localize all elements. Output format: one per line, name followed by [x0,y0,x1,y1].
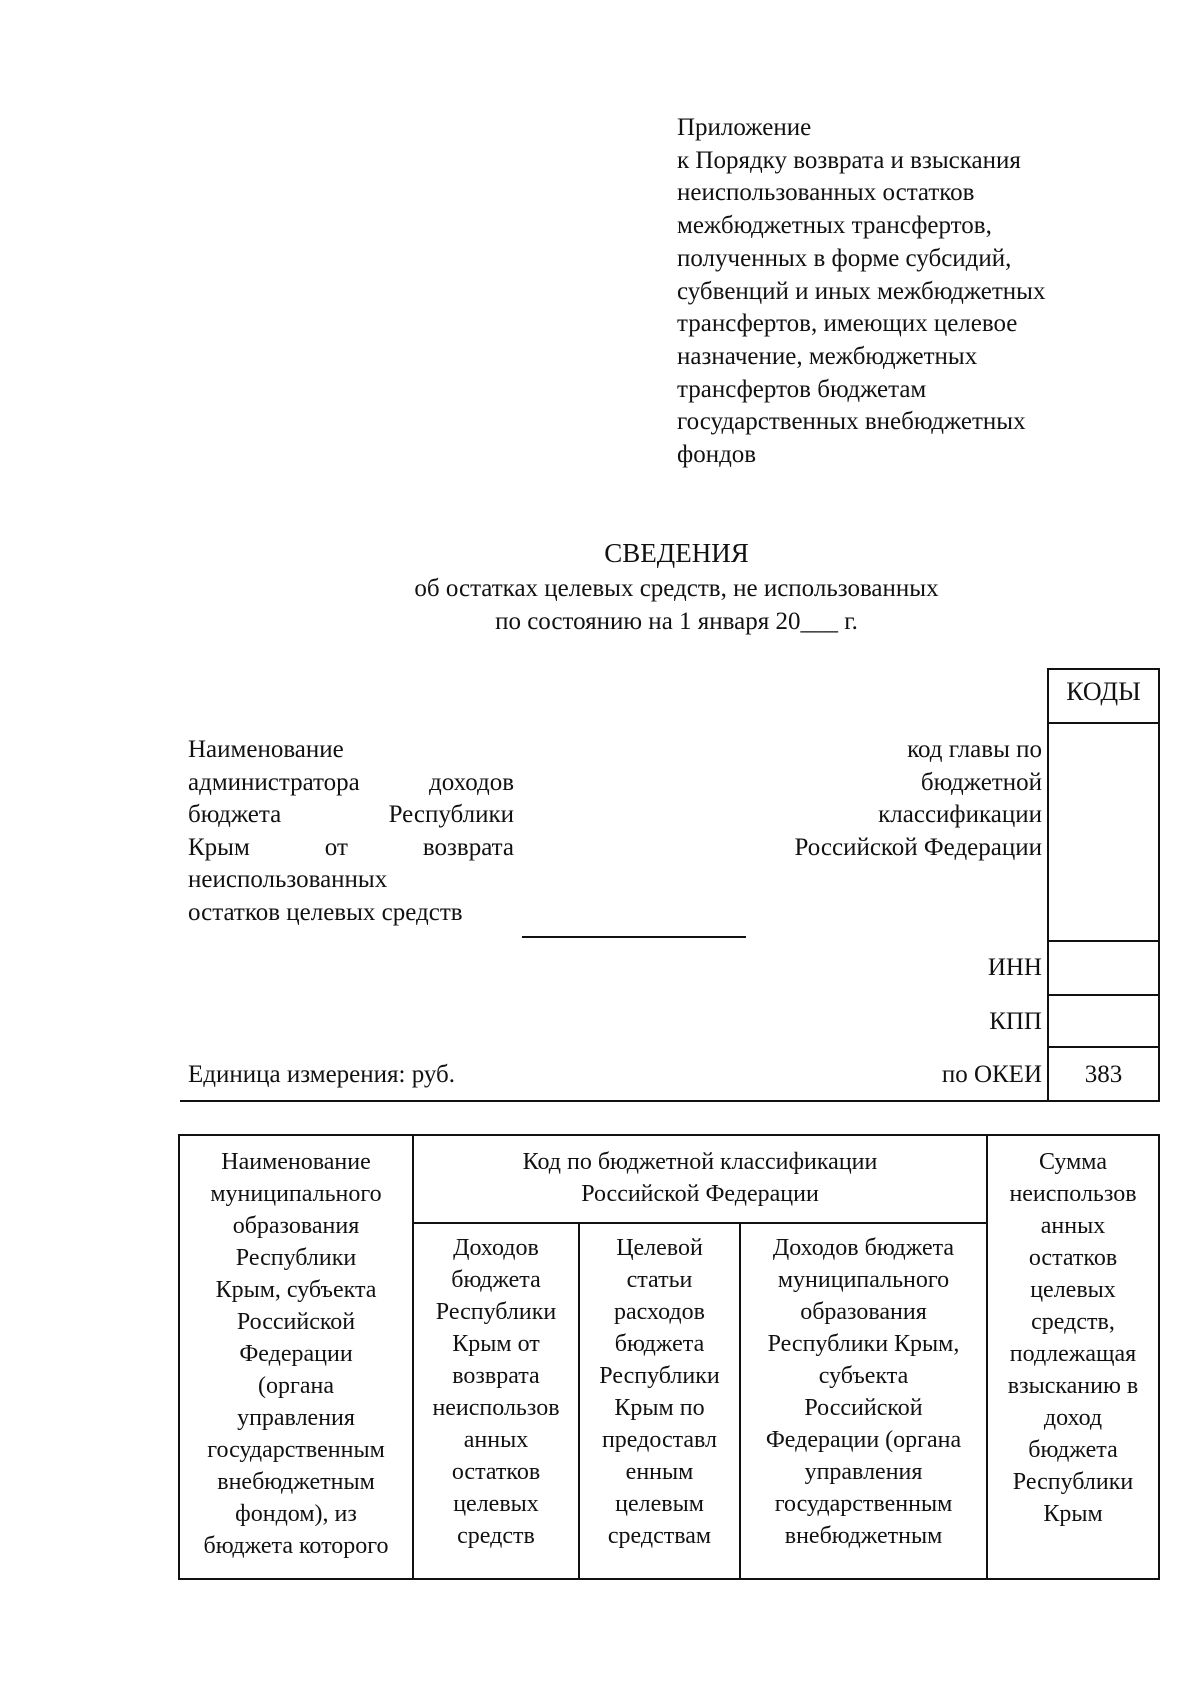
unit-label: Единица измерения: руб. [188,1061,456,1088]
header-line: статьи [626,1267,693,1293]
admin-word: доходов [429,768,514,796]
appendix-line: субвенций и иных межбюджетных [677,277,1046,305]
header-line: Федерации [239,1341,353,1367]
header-line: Республики [235,1245,357,1271]
admin-word: бюджета [188,801,282,828]
admin-row [188,734,514,767]
admin-row [188,767,514,800]
kpp-label: КПП [989,1008,1042,1035]
header-line: внебюджетным [217,1469,375,1495]
header-line: предоставл [601,1427,718,1453]
header-line: образования [800,1299,927,1325]
header-line: внебюджетным [784,1523,943,1549]
header-line: Доходов бюджета [772,1235,955,1261]
header-line: Крым [1043,1501,1103,1527]
header-line: управления [237,1405,355,1431]
inn-label: ИНН [987,954,1042,981]
header-line: целевых [1030,1277,1116,1303]
header-line: Российской [236,1309,356,1335]
header-line: целевых [453,1491,539,1517]
admin-row [188,897,514,930]
header-line: Российской [804,1395,923,1421]
admin-word: возврата [422,833,514,861]
column-header-republic-income [414,1232,578,1552]
header-line: бюджета которого [203,1533,389,1559]
appendix-line: межбюджетных трансфертов, [677,212,992,240]
header-line: доход [1043,1405,1103,1431]
header-line: бюджета [1028,1437,1118,1463]
document-subtitle: об остатках целевых средств, не использованных [414,575,939,602]
header-line: анных [463,1427,529,1453]
appendix-line: государственных внебюджетных [677,408,1026,436]
header-line: образования [232,1213,360,1239]
header-line: Доходов [453,1235,539,1261]
header-line: расходов [614,1299,705,1325]
appendix-line: назначение, межбюджетных [677,342,978,370]
header-line: Республики [1012,1469,1134,1495]
header-line: Целевой [616,1235,703,1261]
appendix-line: полученных в форме субсидий, [677,244,1012,272]
admin-word: неиспользованных [188,866,388,893]
header-line: государственным [774,1491,953,1517]
admin-word: Крым [188,833,250,861]
admin-word: остатков целевых средств [188,898,463,926]
admin-word: Наименование [188,736,344,763]
column-header-municipality [180,1146,412,1562]
column-header-amount [988,1146,1158,1530]
header-line: бюджета [614,1331,705,1357]
appendix-line: к Порядку возврата и взыскания [677,146,1021,174]
header-line: Крым по [614,1395,705,1421]
header-line: взысканию в [1007,1373,1139,1399]
appendix-line: трансфертов, имеющих целевое [677,310,1018,338]
header-line: неиспользов [1009,1181,1137,1207]
header-line: Республики Крым, [767,1331,960,1357]
header-line: муниципального [210,1181,382,1207]
header-line: неиспользов [432,1395,560,1421]
header-line: остатков [1028,1245,1118,1271]
header-line: Республики [599,1363,720,1389]
header-line: (органа [258,1373,334,1399]
header-line: Наименование [221,1149,371,1175]
okei-label: по ОКЕИ [941,1061,1042,1088]
header-line: Сумма [1039,1149,1107,1175]
admin-row [188,799,514,832]
admin-row [188,832,514,865]
header-line: целевым [615,1491,704,1517]
chapter-code-line: бюджетной [920,768,1042,796]
header-line: возврата [452,1363,540,1389]
appendix-line: Приложение [677,114,812,141]
header-line: Республики [435,1299,557,1325]
header-line: анных [1040,1213,1106,1239]
header-line: средств [457,1523,535,1549]
column-group-header-classification [414,1146,986,1210]
codes-header: КОДЫ [1066,677,1141,706]
header-line: Федерации (органа [765,1427,962,1453]
header-line: остатков [451,1459,541,1485]
appendix-line: фондов [677,441,757,469]
header-line: фондом), из [235,1501,357,1527]
document-title: СВЕДЕНИЯ [604,538,749,568]
admin-word: администратора [188,768,360,796]
header-line: бюджета [451,1267,541,1293]
header-line: Крым от [452,1331,540,1357]
chapter-code-line: Российской Федерации [794,833,1042,861]
appendix-line: трансфертов бюджетам [677,375,927,403]
appendix-line: неиспользованных остатков [677,179,975,207]
header-line: енным [625,1459,694,1485]
column-header-municipal-income [741,1232,986,1552]
header-line: муниципального [777,1267,950,1293]
appendix-block [677,112,1045,472]
header-line: Российской Федерации [581,1181,819,1207]
header-line: государственным [207,1437,385,1463]
header-line: средствам [607,1523,712,1549]
chapter-code-label [700,734,1042,864]
header-line: управления [804,1459,923,1485]
header-separator [180,1100,1160,1102]
header-line: Крым, субъекта [215,1277,377,1303]
column-header-target-item [580,1232,739,1552]
header-line: подлежащая [1009,1341,1137,1367]
admin-word: от [324,833,348,861]
chapter-code-line: классификации [878,801,1042,828]
chapter-code-line: код главы по [907,736,1042,763]
administrator-name-field[interactable] [522,936,746,938]
document-date-line: по состоянию на 1 января 20___ г. [495,608,858,635]
header-line: средств, [1031,1309,1115,1335]
admin-row [188,864,514,897]
admin-word: Республики [388,801,514,828]
okei-value: 383 [1084,1061,1123,1088]
header-line: Код по бюджетной классификации [522,1149,878,1175]
administrator-label [188,734,514,929]
header-line: субъекта [818,1363,909,1389]
